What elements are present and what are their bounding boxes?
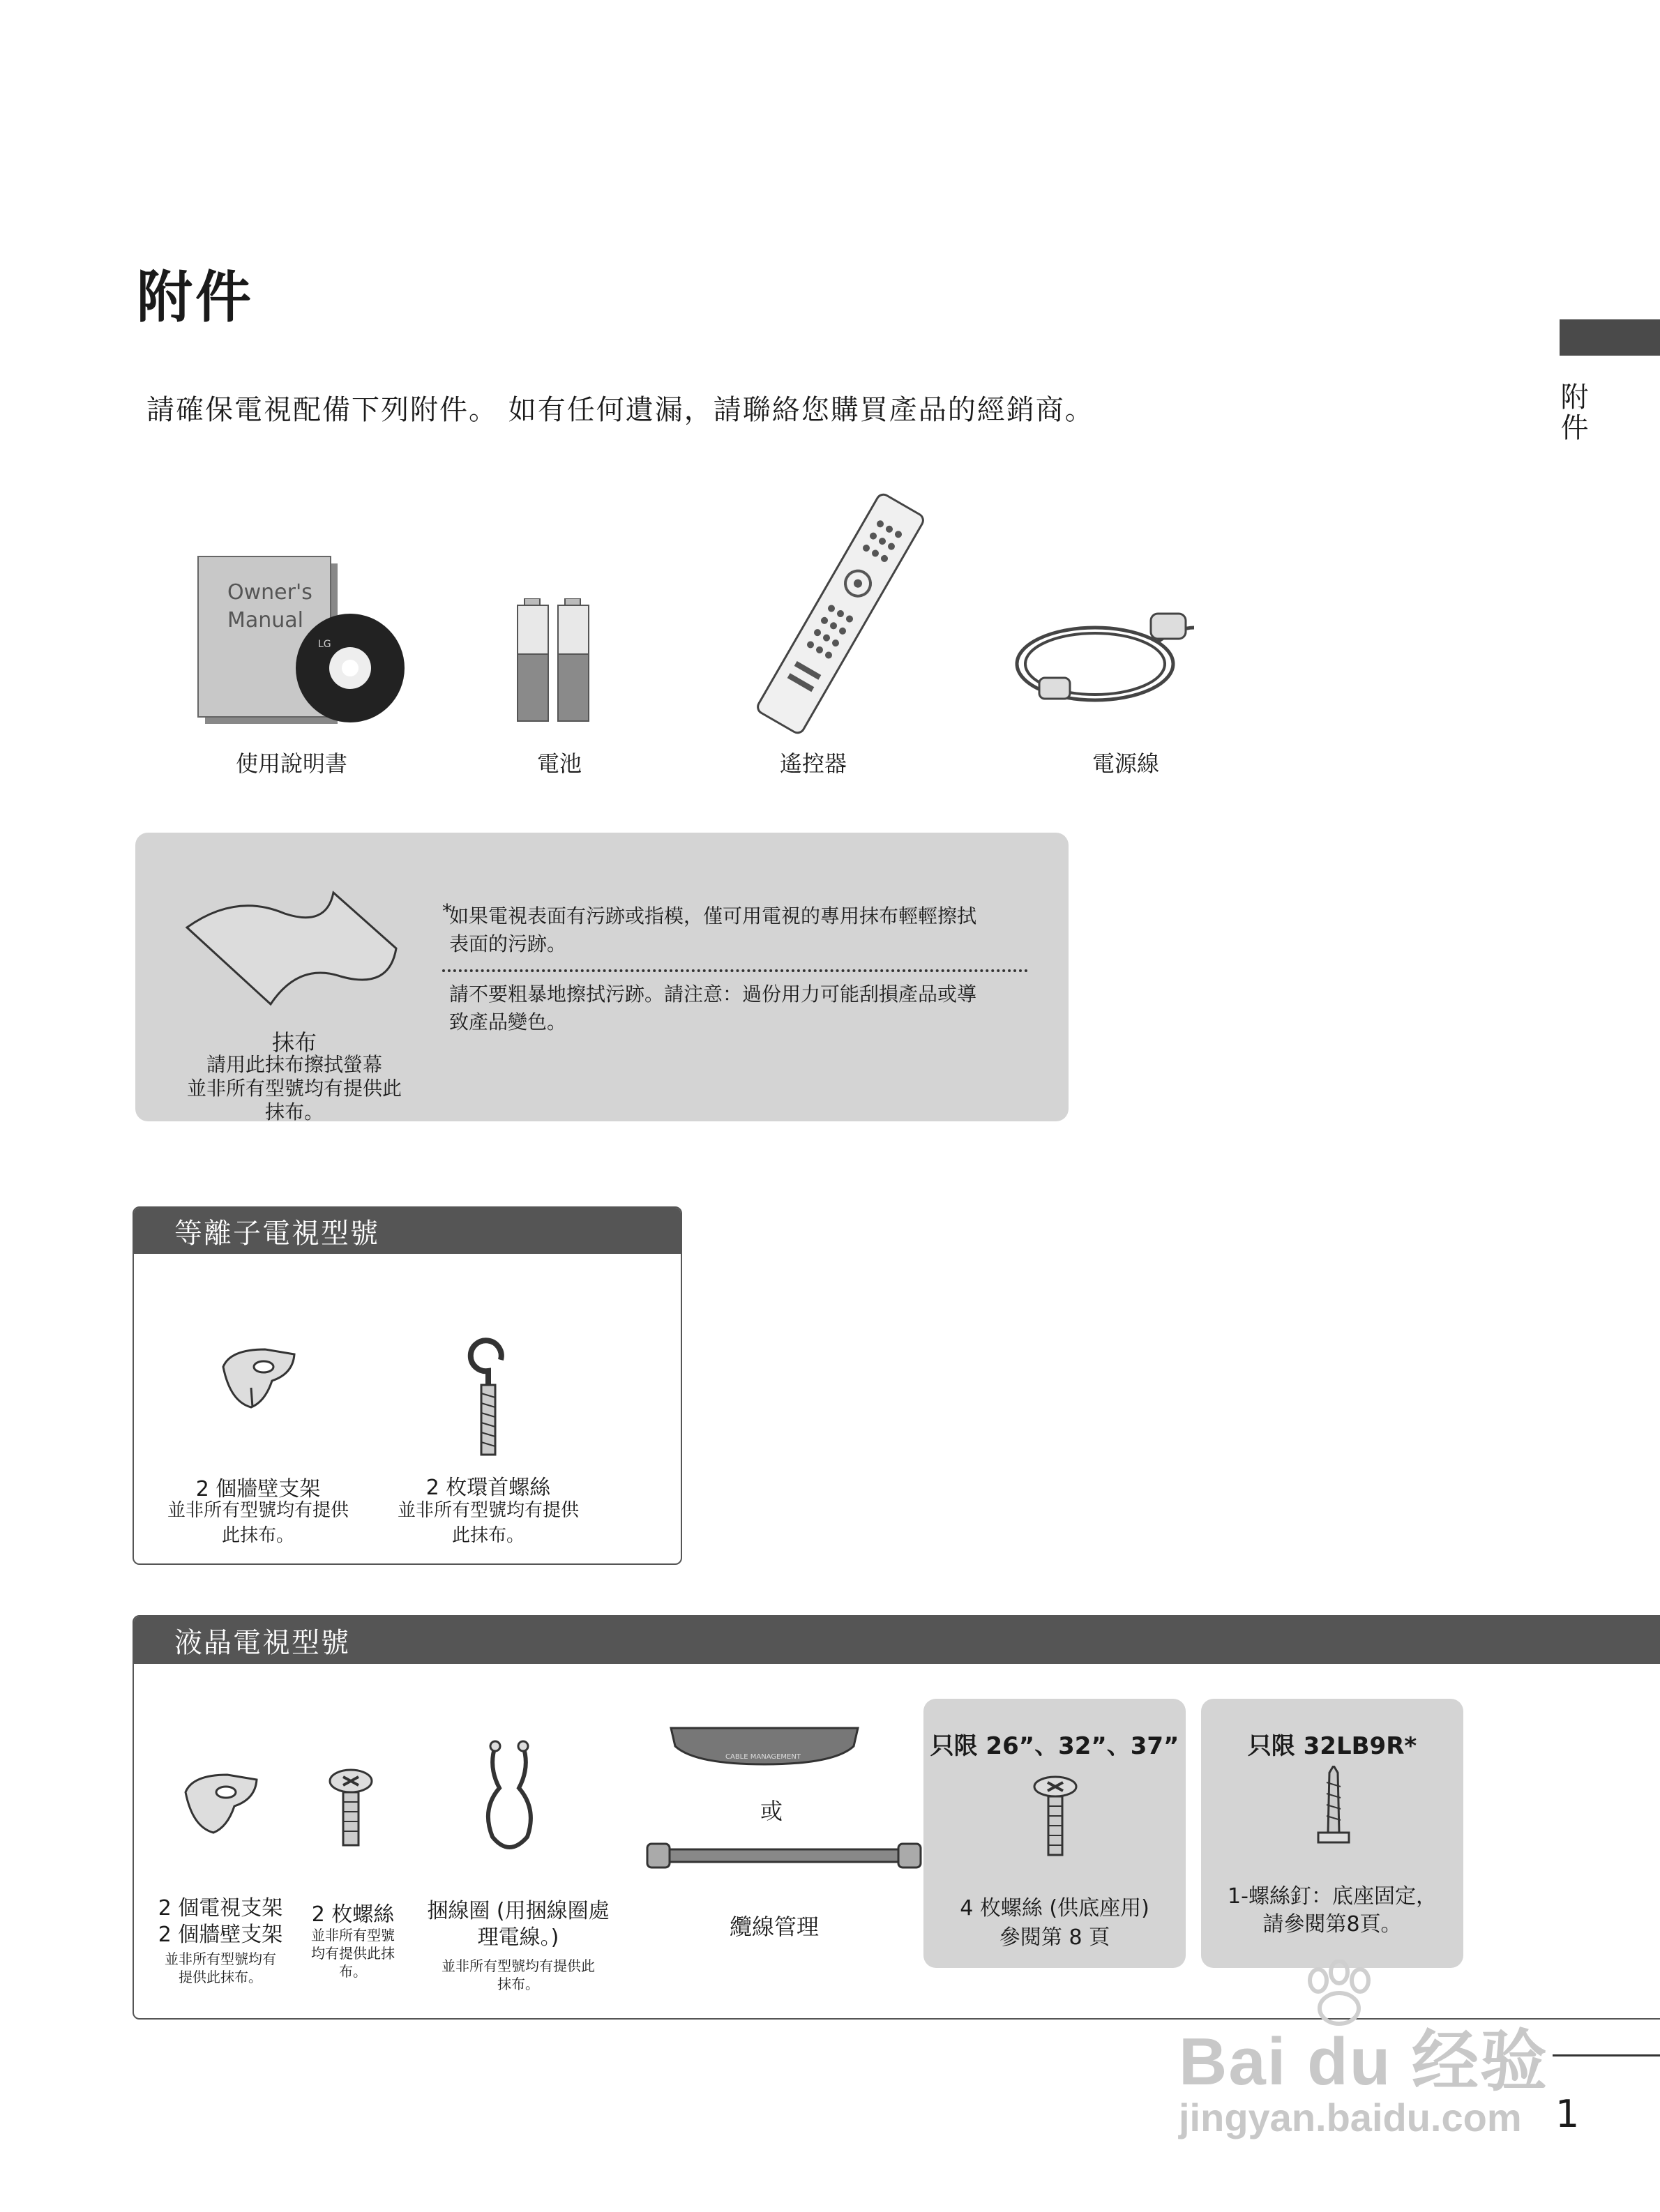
- battery-icon: [516, 598, 593, 724]
- manual-cover-text: Owner's Manual: [227, 580, 312, 632]
- manual-book-icon: [188, 551, 425, 732]
- plasma-bracket-label: 2 個牆壁支架: [195, 1477, 321, 1501]
- side-tab-marker: [1560, 319, 1660, 356]
- manual-cd-illustration: [188, 551, 425, 732]
- cable-bar-icon: [644, 1838, 923, 1873]
- battery-illustration: [516, 598, 593, 727]
- power-cord-icon: [1011, 600, 1207, 711]
- or-text: 或: [760, 1798, 783, 1824]
- cloth-note-2: 請不要粗暴地擦拭污跡。請注意：過份用力可能刮損產品或導 致產品變色。: [449, 983, 977, 1033]
- cloth-icon: [180, 886, 403, 1011]
- side-tab-label: 附件: [1556, 382, 1588, 444]
- page-number-rule: [1553, 2054, 1660, 2056]
- wood-screw-icon: [1313, 1766, 1355, 1856]
- cd-logo-text: LG: [318, 639, 331, 650]
- twist-holder-icon: [474, 1739, 544, 1858]
- tv-stand-illustration: [179, 1771, 262, 1844]
- lcd-stand-note: 並非所有型號均有 提供此抹布。: [165, 1950, 276, 1985]
- remote-icon: [725, 488, 956, 739]
- lcd-twist-label: 捆線圈 (用捆線圈處 理電線。): [427, 1899, 610, 1950]
- screw-icon: [326, 1767, 375, 1851]
- eye-bolt-illustration: [460, 1336, 516, 1464]
- lcd-twist-note: 並非所有型號均有提供此 抹布。: [442, 1957, 595, 1992]
- manual-caption: 使用說明書: [235, 750, 347, 777]
- cable-management-cover-illustration: [667, 1722, 862, 1774]
- note-asterisk: *: [442, 900, 452, 923]
- intro-text: 請確保電視配備下列附件。 如有任何遺漏，請聯絡您購買產品的經銷商。: [146, 394, 1094, 426]
- watermark-url: jingyan.baidu.com: [1179, 2096, 1522, 2139]
- cable-management-bar-illustration: [644, 1838, 923, 1876]
- power-cord-caption: 電源線: [1092, 750, 1159, 777]
- lcd-stand-label: 2 個電視支架 2 個牆壁支架: [158, 1896, 283, 1947]
- cloth-illustration: [180, 886, 403, 1014]
- page-title: 附件: [137, 265, 254, 330]
- wood-screw-illustration: [1313, 1766, 1355, 1859]
- plasma-eyebolt-note: 並非所有型號均有提供 此抹布。: [397, 1500, 579, 1546]
- watermark-brand: Bai du 经验: [1179, 2024, 1549, 2099]
- box1-label: 4 枚螺絲 (供底座用) 參閱第 8 頁: [960, 1896, 1149, 1950]
- base-screw-illustration: [1031, 1775, 1080, 1862]
- box1-title: 只限 26”、32”、37”: [930, 1732, 1179, 1760]
- twist-holder-illustration: [474, 1739, 544, 1861]
- cloth-note-1: 如果電視表面有污跡或指模，僅可用電視的專用抹布輕輕擦拭 表面的污跡。: [449, 904, 977, 955]
- small-screw-illustration: [326, 1767, 375, 1854]
- plasma-bracket-note: 並非所有型號均有提供 此抹布。: [167, 1500, 349, 1546]
- power-cord-illustration: [1011, 600, 1207, 714]
- remote-illustration: [725, 488, 956, 742]
- cable-cover-icon: [667, 1722, 862, 1771]
- lcd-screw-note: 並非所有型號 均有提供此抹 布。: [311, 1927, 395, 1980]
- remote-caption: 遙控器: [779, 750, 847, 777]
- eye-bolt-icon: [460, 1336, 516, 1462]
- box2-label: 1-螺絲釘：底座固定， 請參閱第8頁。: [1228, 1884, 1437, 1937]
- note-divider: [442, 969, 1028, 972]
- cloth-description: 請用此抹布擦拭螢幕 並非所有型號均有提供此 抹布。: [186, 1053, 402, 1123]
- battery-caption: 電池: [536, 750, 582, 777]
- lcd-section-heading: 液晶電視型號: [134, 1616, 1660, 1664]
- wall-bracket-icon: [216, 1346, 300, 1416]
- cloth-label: 抹布: [271, 1029, 317, 1056]
- tv-stand-bracket-icon: [179, 1771, 262, 1841]
- wall-bracket-illustration: [216, 1346, 300, 1418]
- cable-cover-text: CABLE MANAGEMENT: [725, 1753, 801, 1761]
- box2-title: 只限 32LB9R*: [1247, 1732, 1417, 1760]
- plasma-eyebolt-label: 2 枚環首螺絲: [425, 1476, 551, 1500]
- plasma-section-heading: 等離子電視型號: [134, 1208, 681, 1254]
- lcd-screw-label: 2 枚螺絲: [311, 1902, 395, 1927]
- cable-management-label: 纜線管理: [729, 1914, 819, 1940]
- base-screw-icon: [1031, 1775, 1080, 1859]
- page-number: 1: [1555, 2092, 1580, 2136]
